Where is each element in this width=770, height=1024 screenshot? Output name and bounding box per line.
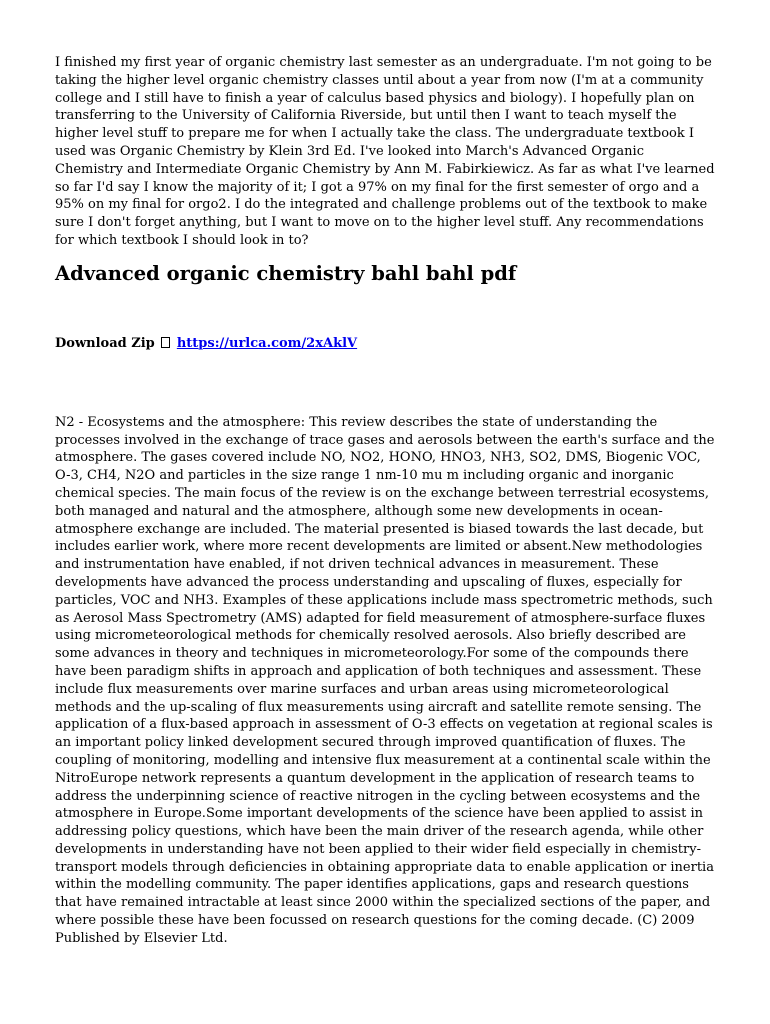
download-link[interactable]: https://urlca.com/2xAklV bbox=[176, 335, 358, 351]
intro-paragraph: I finished my first year of organic chemistry last semester as an undergraduate. I'm not going to be taking the higher level organic chemistry classes until about a year from now (I'm at a community college and I still have to finish a year of calculus based physics and biology). I hopefully plan on transferring to the University of California Riverside, but until then I want to teach myself the higher level stuff to prepare me for when I actually take the class. The undergraduate textbook I used was Organic Chemistry by Klein 3rd Ed. I've looked into March's Advanced Organic Chemistry and Intermediate Organic Chemistry by Ann M. Fabirkiewicz. As far as what I've learned so far I'd say I know the majority of it; I got a 97% on my final for the first semester of orgo and a 95% on my final for orgo2. I do the integrated and challenge problems out of the textbook to make sure I don't forget anything, but I want to move on to the higher level stuff. Any recommendations for which textbook I should look in to? bbox=[55, 55, 715, 248]
page-title: Advanced organic chemistry bahl bahl pdf bbox=[55, 261, 517, 285]
abstract-paragraph: N2 - Ecosystems and the atmosphere: This review describes the state of understanding the processes involved in the exchange of trace gases and aerosols between the earth's surface and the atmosphere. The gases covered include NO, NO2, HONO, HNO3, NH3, SO2, DMS, Biogenic VOC, O-3, CH4, N2O and particles in the size range 1 nm-10 mu m including organic and inorganic chemical species. The main focus of the review is on the exchange between terrestrial ecosystems, both managed and natural and the atmosphere, although some new developments in ocean-atmosphere exchange are included. The material presented is biased towards the last decade, but includes earlier work, where more recent developments are limited or absent.New methodologies and instrumentation have enabled, if not driven technical advances in measurement. These developments have advanced the process understanding and upscaling of fluxes, especially for particles, VOC and NH3. Examples of these applications include mass spectrometric methods, such as Aerosol Mass Spectrometry (AMS) adapted for field measurement of atmosphere-surface fluxes using micrometeorological methods for chemically resolved aerosols. Also briefly described are some advances in theory and techniques in micrometeorology.For some of the compounds there have been paradigm shifts in approach and application of both techniques and assessment. These include flux measurements over marine surfaces and urban areas using micrometeorological methods and the up-scaling of flux measurements using aircraft and satellite remote sensing. The application of a flux-based approach in assessment of O-3 effects on vegetation at regional scales is an important policy linked development secured through improved quantification of fluxes. The coupling of monitoring, modelling and intensive flux measurement at a continental scale within the NitroEurope network represents a quantum development in the application of research teams to address the underpinning science of reactive nitrogen in the cycling between ecosystems and the atmosphere in Europe.Some important developments of the science have been applied to assist in addressing policy questions, which have been the main driver of the research agenda, while other developments in understanding have not been applied to their wider field especially in chemistry-transport models through deficiencies in obtaining appropriate data to enable application or inertia within the modelling community. The paper identifies applications, gaps and research questions that have remained intractable at least since 2000 within the specialized sections of the paper, and where possible these have been focussed on research questions for the coming decade. (C) 2009 Published by Elsevier Ltd. bbox=[55, 414, 715, 946]
missing-glyph-icon bbox=[161, 337, 170, 348]
download-label: Download Zip bbox=[55, 335, 155, 351]
document-page bbox=[55, 54, 715, 948]
download-line bbox=[55, 335, 715, 353]
